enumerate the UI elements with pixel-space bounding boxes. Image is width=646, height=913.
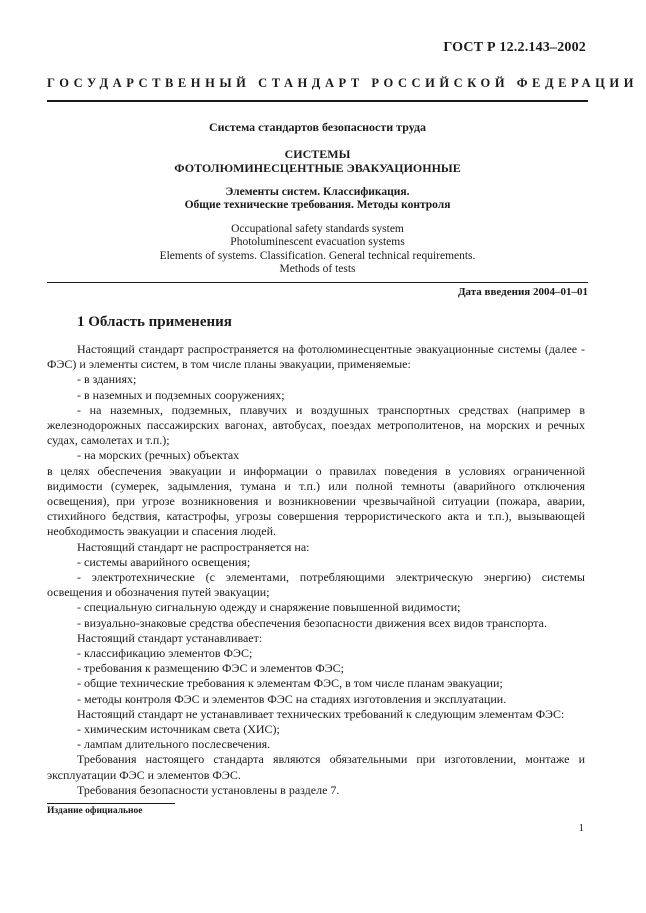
list-item: - общие технические требования к элементам ФЭС, в том числе планам эвакуации; xyxy=(77,676,503,691)
english-title-line: Occupational safety standards system xyxy=(231,223,404,235)
page-number: 1 xyxy=(578,822,584,834)
english-title-line: Methods of tests xyxy=(279,263,356,276)
paragraph: Требования настоящего стандарта являются обязательными при изготовлении, монтаже и эксплуатации ФЭС и элементов ФЭС. xyxy=(47,752,585,782)
paragraph: Настоящий стандарт устанавливает: xyxy=(77,630,263,645)
list-item: - классификацию элементов ФЭС; xyxy=(77,646,253,661)
title-line: СИСТЕМЫ xyxy=(284,147,351,161)
paragraph: Настоящий стандарт распространяется на фотолюминесцентные эвакуационные системы (далее - ФЭС) и элементы систем, в том числе планы эвакуации, применяемые: xyxy=(47,342,585,372)
subtitle-line: Элементы систем. Классификация. xyxy=(225,186,410,198)
list-item: - системы аварийного освещения; xyxy=(77,554,251,569)
english-title-line: Elements of systems. Classification. General technical requirements. xyxy=(159,249,476,262)
standards-series: Система стандартов безопасности труда xyxy=(208,120,427,134)
section-body xyxy=(47,342,585,798)
paragraph: в целях обеспечения эвакуации и информации о правилах поведения в условиях ограниченной видимости (сумерек, задымления, тумана и т.п.) или полной темноты (аварийного отключения освещения), при угрозе возникновения и возникновении чрезвычайной ситуации (пожара, аварии, стихийного бедствия, катастрофы, угрозы совершения террористического акта и т.п.), вызывающей необходимость эвакуации и спасения людей. xyxy=(47,463,585,539)
list-item: - на морских (речных) объектах xyxy=(77,448,240,463)
paragraph: Требования безопасности установлены в разделе 7. xyxy=(77,782,340,797)
edition-label: Издание официальное xyxy=(47,806,143,816)
list-item: - лампам длительного послесвечения. xyxy=(77,737,271,752)
list-item: - специальную сигнальную одежду и снаряжение повышенной видимости; xyxy=(77,600,461,615)
paragraph: Настоящий стандарт не распространяется на: xyxy=(77,539,310,554)
paragraph: Настоящий стандарт не устанавливает технических требований к следующим элементам ФЭС: xyxy=(77,706,565,721)
list-item: - в зданиях; xyxy=(77,372,137,387)
subtitle-line: Общие технические требования. Методы контроля xyxy=(184,199,451,211)
document-subtitle xyxy=(47,186,588,212)
list-item: - на наземных, подземных, плавучих и воздушных транспортных средствах (например в железнодорожных пассажирских вагонах, автобусах, поездах метрополитенов, на морских и речных судах, самолетах и т.п.); xyxy=(47,402,585,448)
introduction-date: Дата введения 2004–01–01 xyxy=(457,286,588,298)
list-item: - химическим источникам света (ХИС); xyxy=(77,722,280,737)
list-item: - визуально-знаковые средства обеспечения безопасности движения всех видов транспорта. xyxy=(77,615,547,630)
english-title xyxy=(47,223,588,277)
section-heading: 1 Область применения xyxy=(77,314,232,330)
state-standard-heading: ГОСУДАРСТВЕННЫЙ СТАНДАРТ РОССИЙСКОЙ ФЕДЕРАЦИИ xyxy=(47,76,638,90)
title-line: ФОТОЛЮМИНЕСЦЕНТНЫЕ ЭВАКУАЦИОННЫЕ xyxy=(174,161,461,175)
top-rule xyxy=(47,100,588,102)
document-title xyxy=(47,147,588,175)
footer-rule xyxy=(47,803,175,804)
gost-code: ГОСТ Р 12.2.143–2002 xyxy=(443,40,586,55)
list-item: - в наземных и подземных сооружениях; xyxy=(77,387,285,402)
list-item: - методы контроля ФЭС и элементов ФЭС на стадиях изготовления и эксплуатации. xyxy=(77,691,507,706)
list-item: - электротехнические (с элементами, потребляющими электрическую энергию) системы освещения и обозначения путей эвакуации; xyxy=(47,570,585,600)
date-rule xyxy=(47,282,588,283)
list-item: - требования к размещению ФЭС и элементов ФЭС; xyxy=(77,661,344,676)
english-title-line: Photoluminescent evacuation systems xyxy=(230,236,405,249)
